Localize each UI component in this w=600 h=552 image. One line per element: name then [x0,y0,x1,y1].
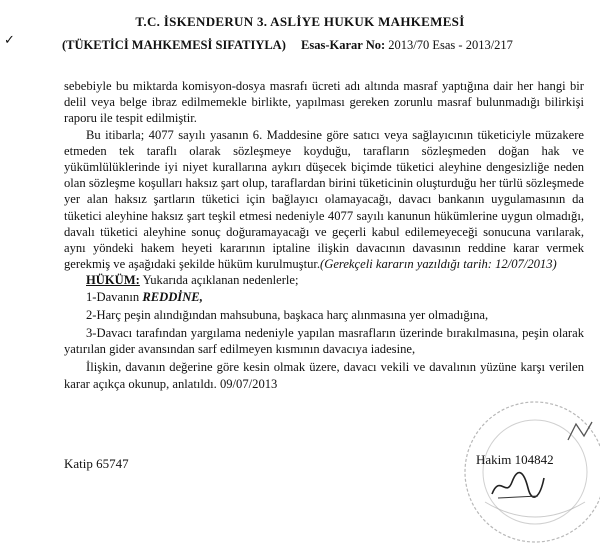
verdict-label: HÜKÜM: [86,273,140,288]
closing-statement: İlişkin, davanın değerine göre kesin olmak üzere, davacı vekili ve davalının yüzüne karşı verilen karar açıkça okunup, anlatıldı. 09/07/2013 [64,360,584,391]
verdict-item-1-decision: REDDİNE, [142,289,203,304]
verdict-item-1-prefix: 1-Davanın [86,289,140,304]
ink-mark-icon [562,418,598,448]
decision-body [64,78,584,392]
court-title: T.C. İSKENDERUN 3. ASLİYE HUKUK MAHKEMESİ [135,14,465,29]
clerk-signature-label: Katip 65747 [64,456,129,471]
case-number [301,38,513,52]
judge-signature-icon [488,468,548,504]
verdict-heading [64,272,584,288]
verdict-intro: Yukarıda açıklanan nedenlerle; [142,273,299,288]
check-mark-icon: ✓ [4,32,15,47]
court-capacity: (TÜKETİCİ MAHKEMESİ SIFATIYLA) [62,38,286,52]
case-number-label: Esas-Karar No: [301,38,386,52]
verdict-item-3: 3-Davacı tarafından yargılama nedeniyle yapılan masrafların üzerinde bırakılmasına, peşin olarak yatırılan gider avansından sarf edilmeyen kısmının davacıya iadesine, [64,326,584,357]
paragraph-reasoning [64,127,584,273]
reasoning-text: Bu itibarla; 4077 sayılı yasanın 6. Maddesine göre satıcı veya sağlayıcının tüketiciyle müzakere etmeden tek taraflı olarak sözleşmeye koyduğu, tarafların sözleşmeden doğan hak ve yükümlülüklerinde iyi niyet kurallarına aykırı düşecek biçimde tüketici aleyhine dengesizliğe neden olan sözleşme koşulları haksız şart olup, taraflardan birini tüketicinin oluşturduğu her türlü sözleşmede yer alan haksız şartların tüketici için bağlayıcı olamayacağı, davacı bankanın uygulamasının da tüketici aleyhine haksız şart teşkil etmesi nedeniyle 4077 sayılı kanunun hükümlerine uygun olmadığı, davalı tüketici aleyhine sonuç doğuramayacağı ve geçerli kabul edilemeyeceği sonucuna varılarak, aynı yöndeki hakem heyeti kararının iptaline ilişkin davacının davasının reddine karar vermek gerekmiş ve aşağıdaki şekilde hüküm kurulmuştur. [64,127,584,272]
reasoning-date-note: (Gerekçeli kararın yazıldığı tarih: 12/07/2013) [320,257,557,272]
judge-signature-label: Hakim 104842 [476,452,554,467]
case-number-value: 2013/70 Esas - 2013/217 [388,38,513,52]
verdict-item-1 [64,289,584,305]
case-header-line [62,38,513,53]
paragraph-expert-report: sebebiyle bu miktarda komisyon-dosya masrafı ücreti adı altında masraf yaptığına dair her hangi bir delil veya belge ibraz edilmemekle birlikte, yapılması gereken zorunlu masraf bulunmadığı bilirkişi raporu ile tespit edilmiştir. [64,79,584,126]
verdict-item-2: 2-Harç peşin alındığından mahsubuna, başkaca harç alınmasına yer olmadığına, [86,307,489,322]
